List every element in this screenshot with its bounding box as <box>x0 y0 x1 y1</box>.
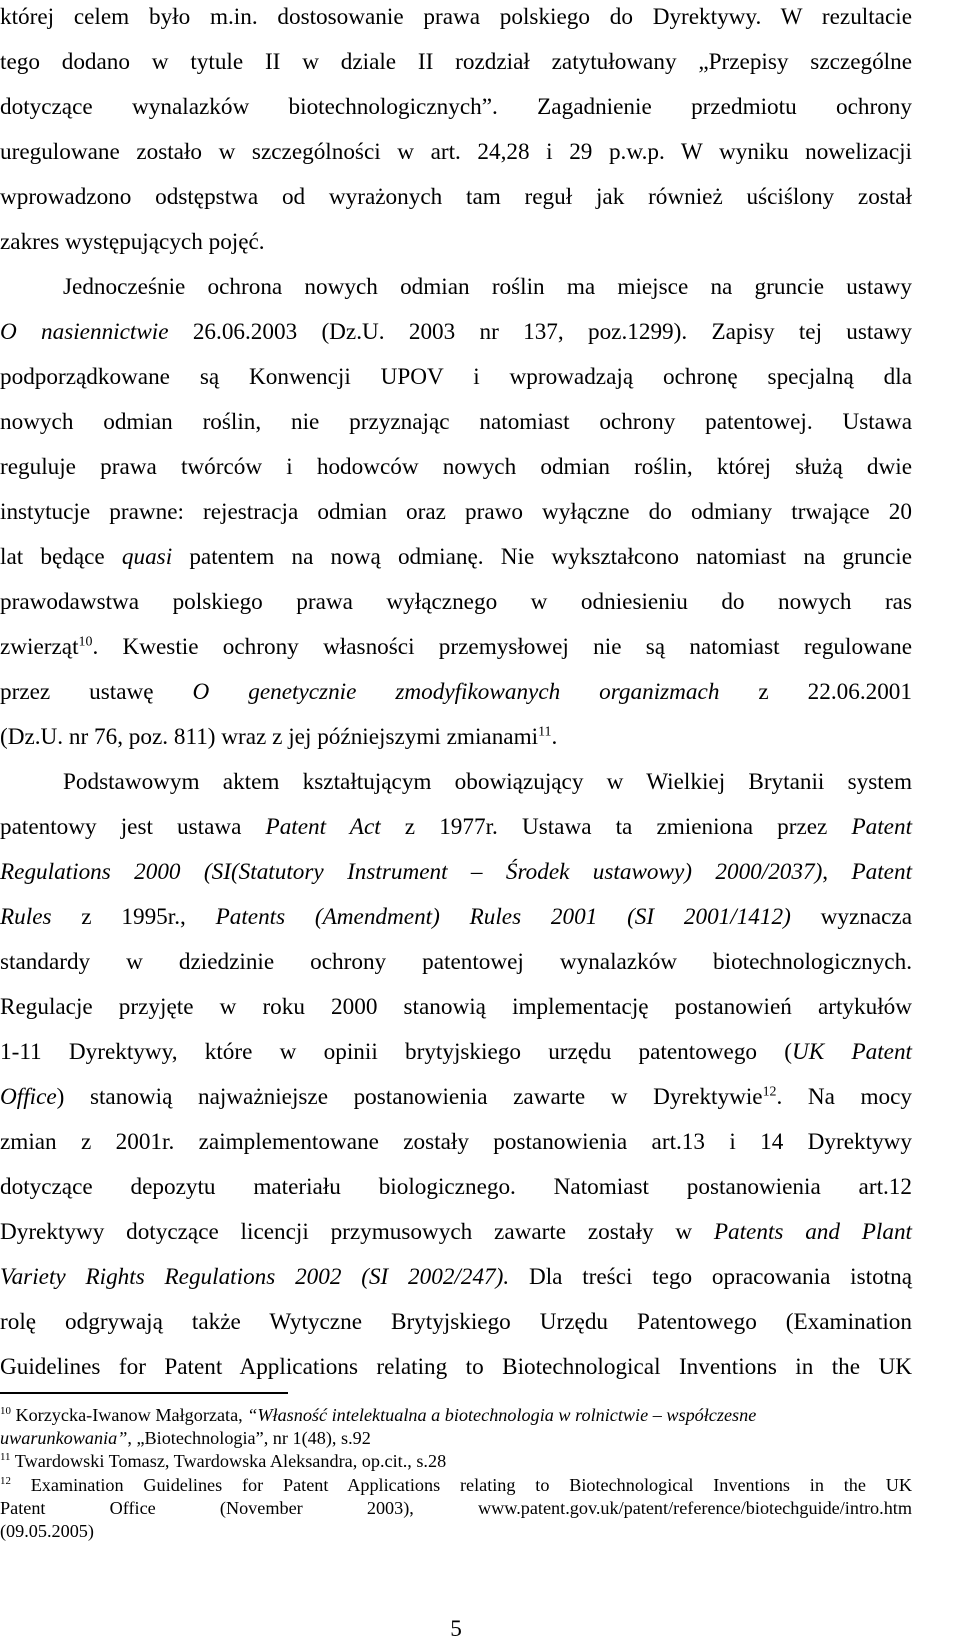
body-line <box>0 902 912 932</box>
statute-title: Rules <box>0 904 52 930</box>
body-line: nowych odmian roślin, nie przyznając natomiast ochrony patentowej. Ustawa <box>0 409 912 435</box>
body-line: podporządkowane są Konwencji UPOV i wprowadzają ochronę specjalną dla <box>0 364 912 390</box>
text-run: Dyrektywy dotyczące licencji przymusowych zawarte zostały w <box>0 1219 714 1245</box>
body-line: której celem było m.in. dostosowanie prawa polskiego do Dyrektywy. W rezultacie <box>0 4 912 30</box>
italic-term: Office <box>0 1084 57 1110</box>
text-run: z 1977r. Ustawa ta zmieniona przez <box>380 814 852 840</box>
text-run: zwierząt <box>0 634 79 660</box>
italic-term: “Własność intelektualna a biotechnologia w rolnictwie – współczesne <box>247 1405 757 1425</box>
footnote-number: 12 <box>0 1474 11 1487</box>
body-line: tego dodano w tytule II w dziale II rozdział zatytułowany „Przepisy szczególne <box>0 49 912 75</box>
body-line <box>0 1037 912 1067</box>
body-line: reguluje prawa twórców i hodowców nowych odmian roślin, której służą dwie <box>0 454 912 480</box>
body-line <box>0 542 912 572</box>
body-line: wprowadzono odstępstwa od wyrażonych tam reguł jak również uściślony został <box>0 184 912 210</box>
statute-title: Regulations 2000 (SI(Statutory Instrument – Środek ustawowy) 2000/2037) <box>0 859 823 885</box>
text-run: . Na mocy <box>776 1084 912 1110</box>
footnote-11 <box>0 1450 912 1473</box>
text-run: wyznacza <box>790 904 912 930</box>
text-run: 26.06.2003 (Dz.U. 2003 nr 137, poz.1299). Zapisy tej ustawy <box>168 319 912 345</box>
text-run: , „Biotechnologia”, nr 1(48), s.92 <box>127 1428 371 1448</box>
footnote-separator <box>0 1392 288 1394</box>
statute-title: Patent <box>851 859 913 885</box>
italic-term: UK Patent <box>792 1039 912 1065</box>
footnote-10-cont <box>0 1427 912 1450</box>
footnote-ref-11[interactable]: 11 <box>538 724 552 740</box>
text-run: Twardowski Tomasz, Twardowska Aleksandra, op.cit., s.28 <box>10 1451 447 1471</box>
body-line <box>0 677 912 707</box>
statute-title: O nasiennictwie <box>0 319 169 345</box>
text-run: z 22.06.2001 <box>719 679 912 705</box>
body-line: dotyczące wynalazków biotechnologicznych”. Zagadnienie przedmiotu ochrony <box>0 94 912 120</box>
statute-title: O genetycznie zmodyfikowanych organizmach <box>192 679 720 705</box>
body-line: Guidelines for Patent Applications relating to Biotechnological Inventions in the UK <box>0 1354 912 1380</box>
body-line: zmian z 2001r. zaimplementowane zostały postanowienia art.13 i 14 Dyrektywy <box>0 1129 912 1155</box>
statute-title: Variety Rights Regulations 2002 (SI 2002/247). <box>0 1264 510 1290</box>
footnote-number: 11 <box>0 1450 11 1463</box>
body-line <box>0 317 912 347</box>
body-line <box>0 632 912 662</box>
italic-term: quasi <box>121 544 173 570</box>
text-run: Korzycka-Iwanow Małgorzata, <box>10 1405 248 1425</box>
statute-title: Patents (Amendment) Rules 2001 (SI 2001/1412) <box>215 904 791 930</box>
body-line: instytucje prawne: rejestracja odmian oraz prawo wyłączne do odmiany trwające 20 <box>0 499 912 525</box>
italic-term: uwarunkowania” <box>0 1428 128 1448</box>
body-line: uregulowane zostało w szczególności w art. 24,28 i 29 p.w.p. W wyniku nowelizacji <box>0 139 912 165</box>
body-line: Regulacje przyjęte w roku 2000 stanowią implementację postanowień artykułów <box>0 994 912 1020</box>
body-line <box>0 1262 912 1292</box>
footnote-12 <box>0 1474 912 1497</box>
text-run: Dla treści tego opracowania istotną <box>509 1264 912 1290</box>
page-number: 5 <box>450 1616 462 1642</box>
statute-title: Patent Act <box>265 814 381 840</box>
statute-title: Patents and Plant <box>713 1219 912 1245</box>
text-run: patentowy jest ustawa <box>0 814 266 840</box>
statute-title: Patent <box>851 814 913 840</box>
text-run: lat będące <box>0 544 122 570</box>
footnote-12-date: (09.05.2005) <box>0 1521 94 1541</box>
body-line <box>0 1217 912 1247</box>
body-line: prawodawstwa polskiego prawa wyłącznego w odniesieniu do nowych ras <box>0 589 912 615</box>
text-run: ) stanowią najważniejsze postanowienia zawarte w Dyrektywie <box>56 1084 763 1110</box>
body-line <box>0 812 912 842</box>
paragraph-first-line: Jednocześnie ochrona nowych odmian roślin ma miejsce na gruncie ustawy <box>63 274 912 300</box>
text-run: . Kwestie ochrony własności przemysłowej nie są natomiast regulowane <box>92 634 912 660</box>
text-run: . <box>551 724 558 750</box>
text-run: Examination Guidelines for Patent Applications relating to Biotechnological Inventions in the UK <box>10 1475 912 1495</box>
text-run: przez ustawę <box>0 679 193 705</box>
body-line <box>0 722 912 752</box>
body-line: zakres występujących pojęć. <box>0 229 265 255</box>
body-line <box>0 857 912 887</box>
body-line <box>0 1082 912 1112</box>
paragraph-first-line: Podstawowym aktem kształtującym obowiązujący w Wielkiej Brytanii system <box>63 769 912 795</box>
body-line: rolę odgrywają także Wytyczne Brytyjskiego Urzędu Patentowego (Examination <box>0 1309 912 1335</box>
footnote-ref-12[interactable]: 12 <box>762 1084 777 1100</box>
text-run: patentem na nową odmianę. Nie wykształcono natomiast na gruncie <box>172 544 913 570</box>
footnote-ref-10[interactable]: 10 <box>78 634 93 650</box>
text-run: (Dz.U. nr 76, poz. 811) wraz z jej późniejszymi zmianami <box>0 724 539 750</box>
text-run: , <box>822 859 852 885</box>
text-run: 1-11 Dyrektywy, które w opinii brytyjskiego urzędu patentowego ( <box>0 1039 792 1065</box>
text-run: z 1995r., <box>51 904 216 930</box>
footnote-10 <box>0 1404 912 1427</box>
footnote-number: 10 <box>0 1404 11 1417</box>
body-line: dotyczące depozytu materiału biologicznego. Natomiast postanowienia art.12 <box>0 1174 912 1200</box>
body-line: standardy w dziedzinie ochrony patentowej wynalazków biotechnologicznych. <box>0 949 912 975</box>
footnote-12-cont[interactable]: Patent Office (November 2003), www.patent.gov.uk/patent/reference/biotechguide/intro.htm <box>0 1498 912 1518</box>
